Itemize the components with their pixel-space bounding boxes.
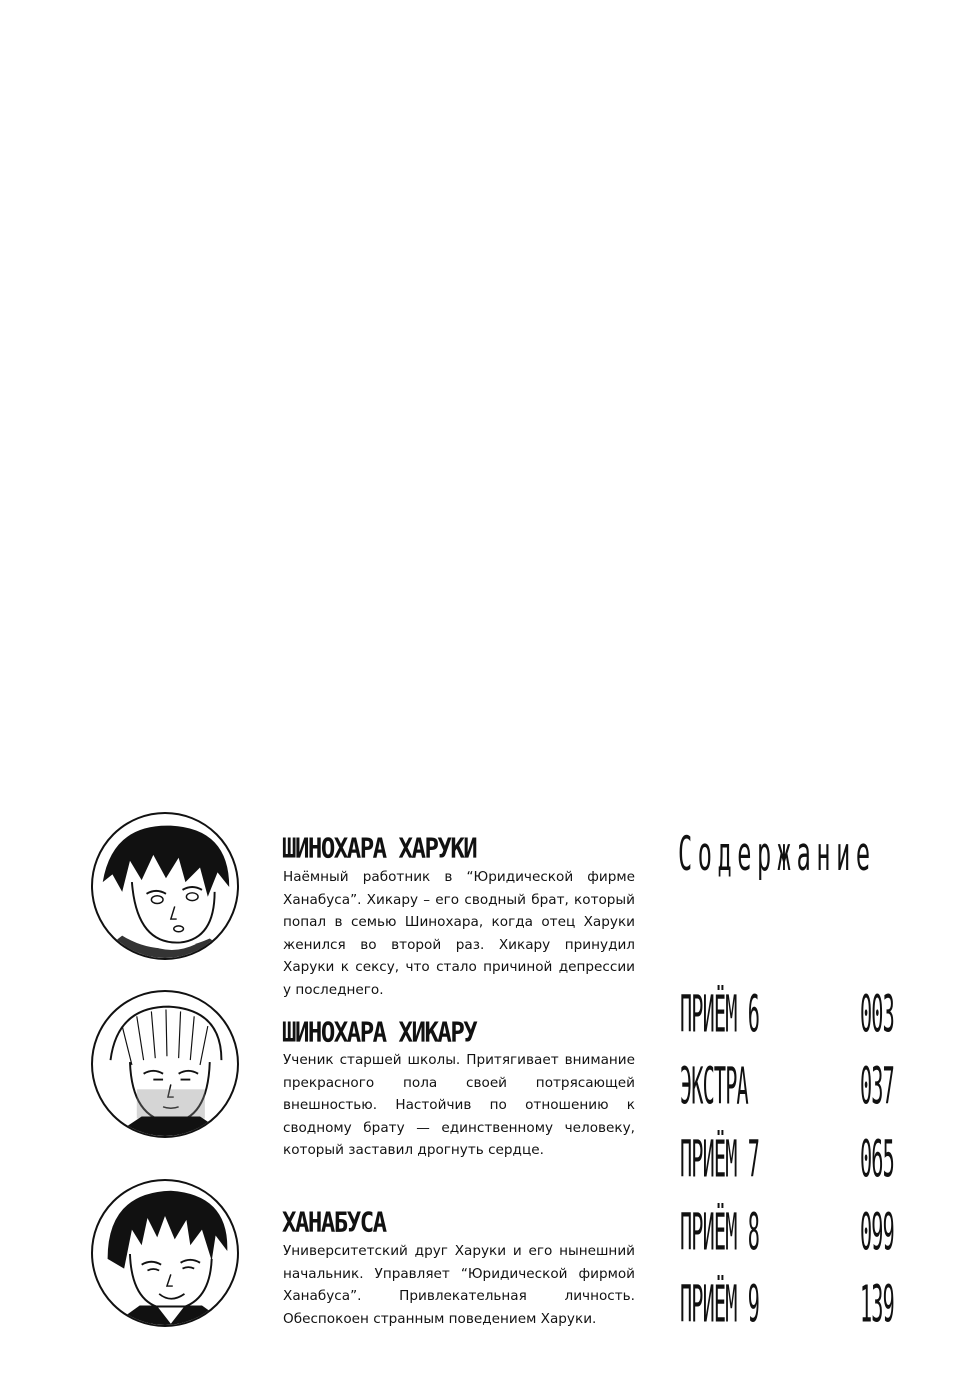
portrait-haruki	[91, 812, 239, 960]
contents-item-label: ПРИЁМ 6	[680, 985, 760, 1044]
contents-item-label: ПРИЁМ 8	[680, 1203, 760, 1262]
contents-item-label: ПРИЁМ 7	[680, 1130, 760, 1189]
contents-item	[680, 982, 900, 1044]
contents-item-page: 003	[860, 985, 894, 1044]
portrait-hikaru-drawing	[93, 992, 237, 1136]
contents-item-page: 037	[860, 1057, 894, 1116]
character-description-haruki: Наёмный работник в “Юридической фирме Ханабуса”. Хикару – его сводный брат, который попал в семью Шинохара, когда отец Харуки женился во второй раз. Хикару принудил Харуки к сексу, что стало причиной депрессии у последнего.	[283, 869, 635, 998]
character-description-hanabusa: Университетский друг Харуки и его нынешний начальник. Управляет “Юридической фирмой Ханабуса”. Привлекательная личность. Обеспокоен странным поведением Харуки.	[283, 1243, 635, 1327]
portrait-hanabusa	[91, 1179, 239, 1327]
contents-item-page: 065	[860, 1130, 894, 1189]
contents-item-page: 139	[860, 1275, 894, 1334]
contents-item	[680, 1054, 900, 1116]
contents-item-label: ПРИЁМ 9	[680, 1275, 760, 1334]
contents-item	[680, 1127, 900, 1189]
character-name-hikaru: ШИНОХАРА ХИКАРУ	[282, 1016, 477, 1049]
portrait-haruki-drawing	[93, 814, 237, 958]
contents-item	[680, 1272, 900, 1334]
contents-title: Содержание	[678, 826, 876, 881]
contents-item	[680, 1200, 900, 1262]
portrait-hanabusa-drawing	[93, 1181, 237, 1325]
character-name-haruki: ШИНОХАРА ХАРУКИ	[282, 832, 477, 865]
character-name-hanabusa: ХАНАБУСА	[282, 1206, 386, 1239]
character-description-hikaru: Ученик старшей школы. Притягивает внимание прекрасного пола своей потрясающей внешностью. Настойчив по отношению к сводному брату — единственному человеку, который заставил дрогнуть сердце.	[283, 1052, 635, 1158]
contents-item-page: 099	[860, 1203, 894, 1262]
contents-item-label: ЭКСТРА	[680, 1057, 748, 1116]
portrait-hikaru	[91, 990, 239, 1138]
